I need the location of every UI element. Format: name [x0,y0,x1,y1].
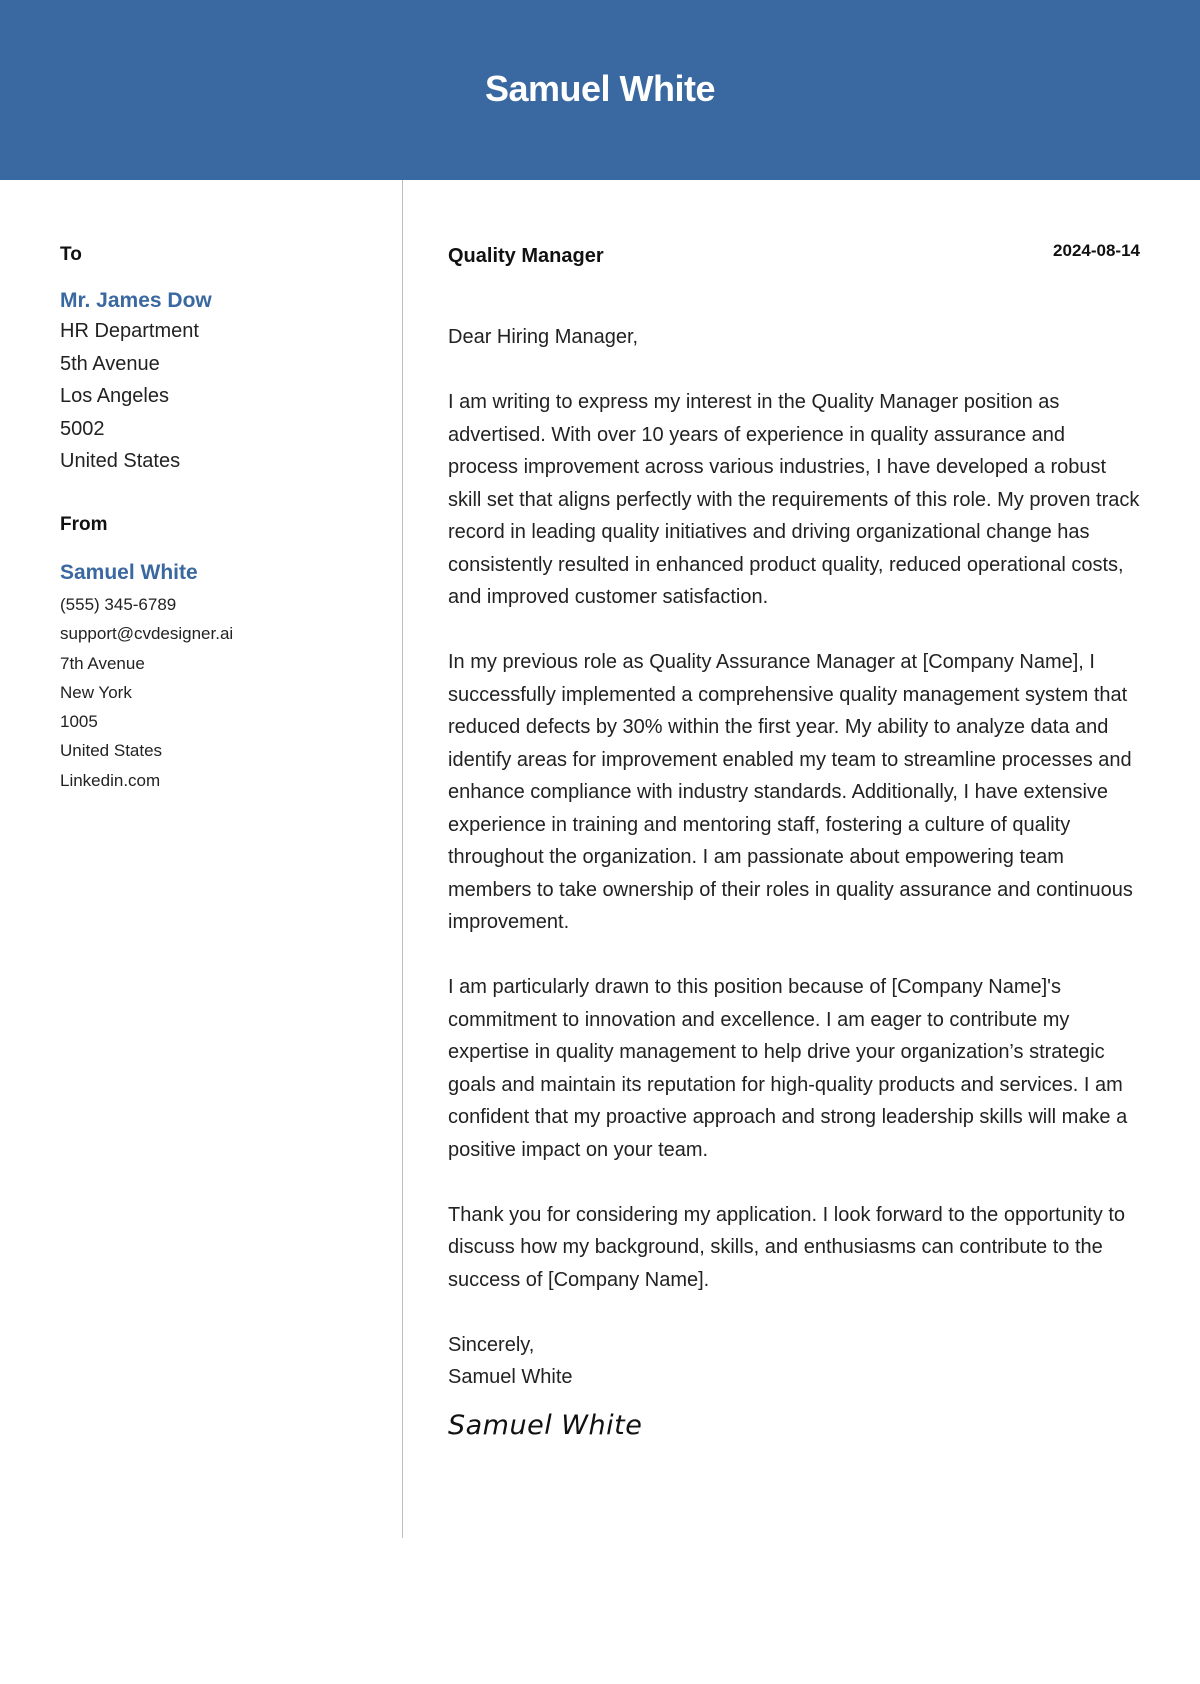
applicant-name-heading: Samuel White [484,68,716,109]
sender-name: Samuel White [60,561,198,584]
paragraph: Thank you for considering my application. I look forward to the opportunity to discuss how my background, skills, and enthusiasms can contribute to the success of [Company Name]. [448,1203,1126,1291]
header-banner [0,0,1200,180]
salutation: Dear Hiring Manager, [448,326,639,348]
job-title: Quality Manager [448,245,604,267]
signature: Samuel White [448,1409,643,1441]
recipient-line: HR Department [60,320,199,342]
sender-block [60,513,233,795]
paragraph: In my previous role as Quality Assurance Manager at [Company Name], I successfully implemented a comprehensive quality management system that reduced defects by 30% within the first year. My ability to analyze data and identify areas for improvement enabled my team to streamline processes and enhance compliance with industry standards. Additionally, I have extensive experience in training and mentoring staff, fostering a culture of quality throughout the organization. I am passionate about empowering team members to take ownership of their roles in quality assurance and continuous improvement. [448,651,1133,933]
recipient-line: Los Angeles [60,385,169,407]
recipient-line: 5th Avenue [60,352,160,375]
sender-line: New York [60,682,132,702]
paragraph: I am particularly drawn to this position because of [Company Name]'s commitment to innovation and excellence. I am eager to contribute my expertise in quality management to help drive your organization’s strategic goals and maintain its reputation for high-quality products and services. I am confident that my proactive approach and strong leadership skills will make a positive impact on your team. [448,976,1128,1161]
sender-linkedin: Linkedin.com [60,770,161,790]
recipient-name: Mr. James Dow [60,289,212,312]
recipient-line: 5002 [60,417,105,440]
from-label: From [60,514,108,535]
sender-line: 7th Avenue [60,653,145,673]
recipient-address [60,315,380,478]
to-label: To [60,244,82,265]
sidebar [60,243,380,790]
closing-name: Samuel White [448,1366,573,1388]
letter-date: 2024-08-14 [1053,241,1140,260]
letter-body [448,243,1140,1441]
closing-phrase: Sincerely, [448,1333,535,1356]
closing [448,1329,1140,1394]
sender-contact [60,590,233,795]
sender-line: 1005 [60,712,98,732]
recipient-line: United States [60,450,181,472]
sender-email: support@cvdesigner.ai [60,624,234,644]
letter-top-row [448,243,1140,269]
column-divider [402,180,403,1538]
sender-phone: (555) 345-6789 [60,595,177,614]
paragraph: I am writing to express my interest in the Quality Manager position as advertised. With over 10 years of experience in quality assurance and process improvement across various industries, I have developed a robust skill set that aligns perfectly with the requirements of this role. My proven track record in leading quality initiatives and driving organizational change has consistently resulted in enhanced product quality, reduced operational costs, and improved customer satisfaction. [448,391,1140,608]
sender-line: United States [60,741,163,761]
